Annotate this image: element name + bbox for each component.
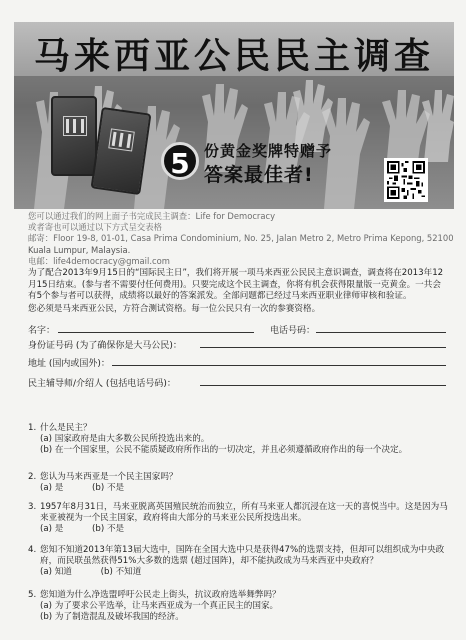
- option-a[interactable]: (a) 为了要求公平选举，让马来西亚成为一个真正民主的国家。: [40, 601, 279, 612]
- prize-count-badge: 5: [161, 142, 199, 180]
- prize-text-line1: 份黄金奖牌特赠予: [204, 142, 333, 160]
- referrer-field[interactable]: [200, 385, 446, 386]
- banner: [14, 22, 454, 209]
- option-b[interactable]: (b) 不是: [92, 524, 125, 535]
- intro-text: [28, 268, 448, 315]
- question-text: 您知不知道2013年第13届大选中，国阵在全国大选中只是获得47%的选票支持，但却可以组织成为中央政府，而民联虽然获得51%大多数的选票 (超过国阵)，却不能执政成为马来西亚中央政府？: [40, 545, 445, 567]
- postal-address-city: Kuala Lumpur, Malaysia.: [28, 244, 131, 255]
- option-b[interactable]: (b) 在一个国家里，公民不能质疑政府所作出的一切决定，并且必须遵循政府作出的每一个决定。: [40, 445, 408, 456]
- option-b[interactable]: (b) 为了制造混乱及破坏我国的经济。: [40, 612, 184, 623]
- question-text: 您知道为什么净选盟呼吁公民走上街头，抗议政府选举舞弊吗？: [40, 590, 281, 600]
- ic-field-label: 身份证号码 (为了确保你是大马公民)：: [28, 341, 182, 351]
- postal-address: 邮寄：Floor 19-8, 01-01, Casa Prima Condominium, No. 25, Jalan Metro 2, Metro Prima Kepong, 52100: [28, 233, 454, 244]
- mail-instruction: 或者寄也可以通过以下方式呈交表格: [28, 222, 162, 233]
- question-2: 2. 您认为马来西亚是一个民主国家吗？ (a) 是 (b) 不是: [28, 472, 448, 494]
- option-b[interactable]: (b) 不知道: [100, 567, 142, 578]
- question-text: 什么是民主？: [40, 423, 92, 433]
- phone-field-label: 电话号码：: [270, 326, 316, 336]
- contact-info: [28, 211, 454, 267]
- eligibility-note: 您必须是马来西亚公民，方符合测试资格。每一位公民只有一次的参赛资格。: [28, 303, 321, 314]
- name-field-label: 名字：: [28, 326, 56, 336]
- option-a[interactable]: (a) 知道: [40, 567, 72, 578]
- address-field[interactable]: [112, 365, 446, 366]
- option-a[interactable]: (a) 是: [40, 524, 64, 535]
- qr-code-icon[interactable]: [384, 158, 428, 202]
- option-a[interactable]: (a) 国家政府是由大多数公民所投选出来的。: [40, 434, 210, 445]
- question-text: 您认为马来西亚是一个民主国家吗？: [40, 472, 178, 482]
- option-b[interactable]: (b) 不是: [92, 483, 125, 494]
- referrer-field-label: 民主辅导师/介绍人 (包括电话号码)：: [28, 379, 176, 389]
- gold-bar-package-image: [51, 96, 97, 176]
- ic-number-field[interactable]: [200, 347, 446, 348]
- facebook-instruction: 您可以通过我们的网上面子书完成民主调查：Life for Democracy: [28, 211, 276, 221]
- question-5: 5. 您知道为什么净选盟呼吁公民走上街头，抗议政府选举舞弊吗？ (a) 为了要求公平选举，让马来西亚成为一个真正民主的国家。 (b) 为了制造混乱及破坏我国的经济。: [28, 590, 448, 624]
- name-field[interactable]: [58, 332, 254, 333]
- option-a[interactable]: (a) 是: [40, 483, 64, 494]
- survey-title: 马来西亚公民民主调查: [33, 36, 434, 77]
- prize-text-line2: 答案最佳者!: [204, 164, 314, 186]
- intro-paragraph: 为了配合2013年9月15日的“国际民主日”，我们将开展一项马来西亚公民民主意识调查，调查将在2013年12月15日结束。(参与者不需要付任何费用)。只要完成这个民主调查，你将有机会获得限量版一克黄金。一共会有5个参与者可以获得，成绩将以最好的答案派发。全部问题都已经过马来西亚职业律师审核和验证。: [28, 268, 444, 302]
- phone-field[interactable]: [316, 332, 446, 333]
- email-address[interactable]: 电邮：life4democracy@gmail.com: [28, 255, 170, 266]
- question-4: 4. 您知不知道2013年第13届大选中，国阵在全国大选中只是获得47%的选票支持，但却可以组织成为中央政府，而民联虽然获得51%大多数的选票 (超过国阵)，却不能执政成为马来西亚中央政府？ (a) 知道 (b) 不知道: [28, 545, 448, 579]
- question-1: 1. 什么是民主？ (a) 国家政府是由大多数公民所投选出来的。 (b) 在一个国家里，公民不能质疑政府所作出的一切决定，并且必须遵循政府作出的每一个决定。: [28, 423, 448, 457]
- address-field-label: 地址 (国内或国外)：: [28, 359, 110, 369]
- question-3: 3. 1957年8月31日，马来亚脱离英国殖民统治而独立，所有马来亚人都沉浸在这一天的喜悦当中。这是因为马来亚被视为一个民主国家，政府将由大部分的马来亚公民所投选出来。 (a) 是 (b) 不是: [28, 502, 448, 535]
- question-text: 1957年8月31日，马来亚脱离英国殖民统治而独立，所有马来亚人都沉浸在这一天的喜悦当中。这是因为马来亚被视为一个民主国家，政府将由大部分的马来亚公民所投选出来。: [40, 502, 448, 524]
